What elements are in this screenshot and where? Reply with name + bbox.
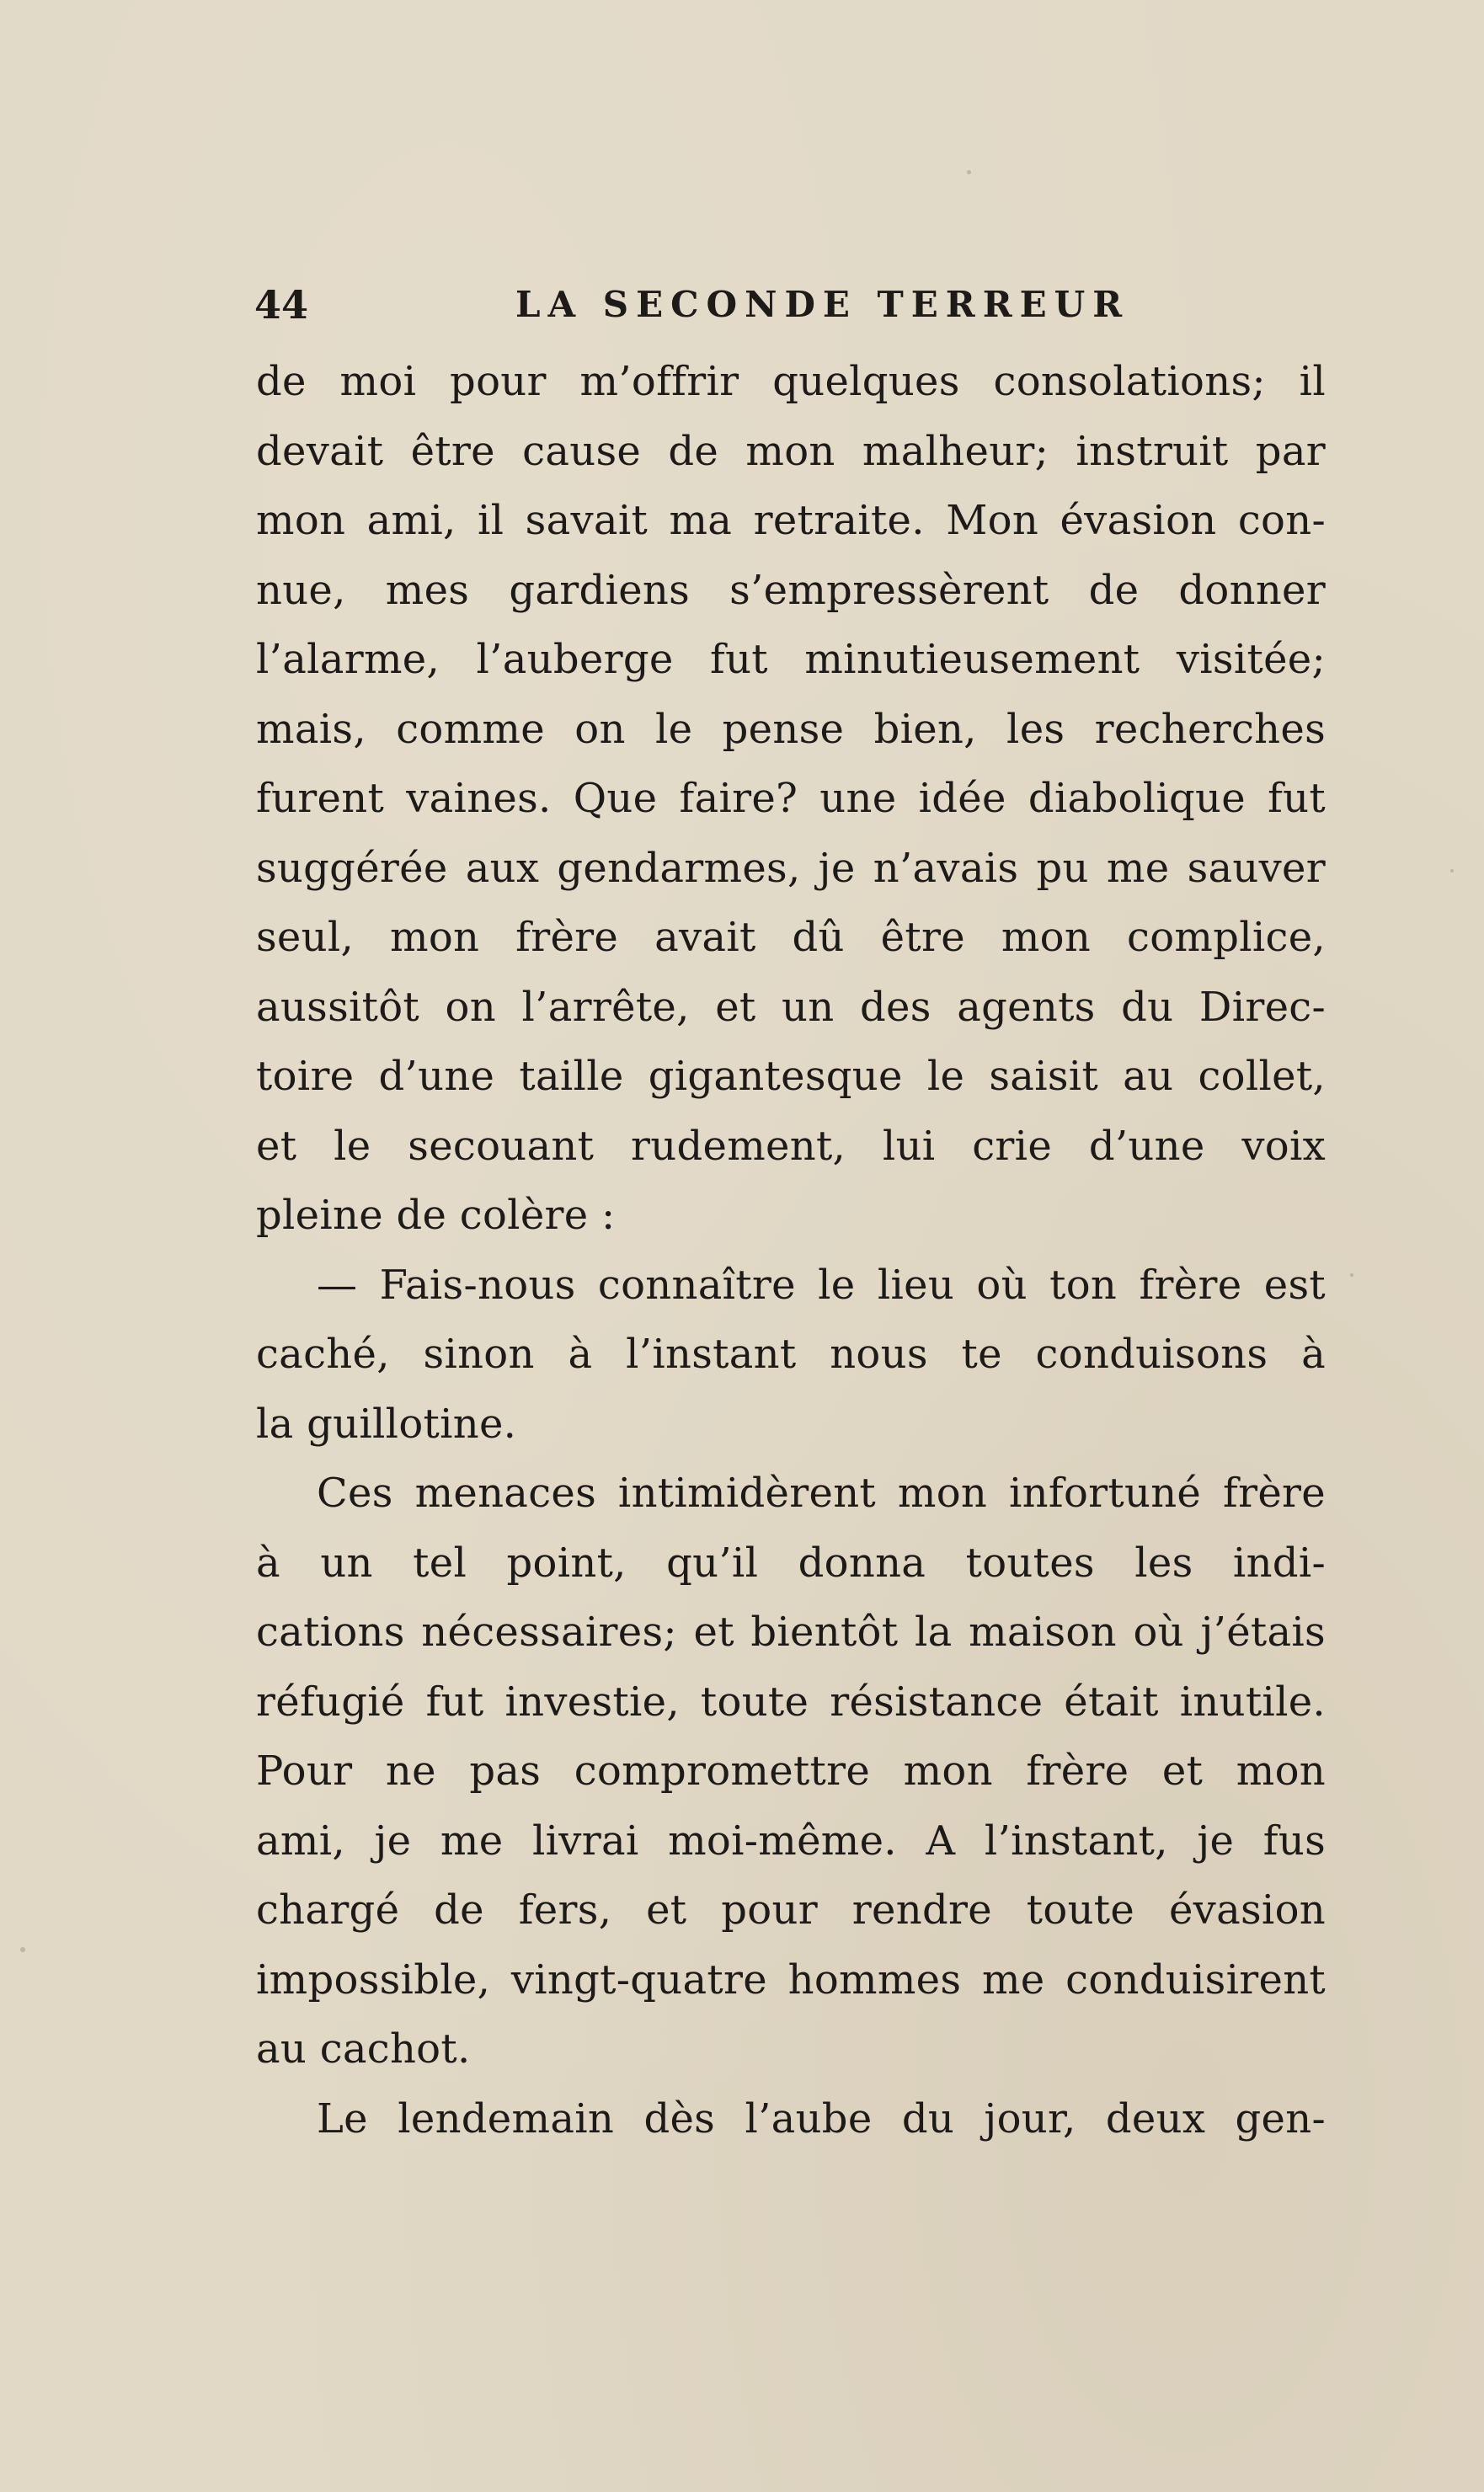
paper-speck [1350, 1273, 1353, 1277]
text-line: de moi pour m’offrir quelques consolations; il [256, 358, 1326, 405]
text-line: seul, mon frère avait dû être mon complice, [256, 914, 1326, 961]
text-line: Le lendemain dès l’aube du jour, deux gen- [317, 2094, 1326, 2142]
page-header [254, 271, 1341, 339]
text-line: cations nécessaires; et bientôt la maison où j’étais [256, 1609, 1326, 1656]
text-line: Ces menaces intimidèrent mon infortuné frère [317, 1470, 1326, 1517]
text-line: chargé de fers, et pour rendre toute évasion [256, 1886, 1326, 1934]
text-line: suggérée aux gendarmes, je n’avais pu me sauver [256, 844, 1326, 892]
text-line: ami, je me livrai moi-même. A l’instant, je fus [256, 1817, 1326, 1865]
text-line: pleine de colère : [256, 1192, 616, 1239]
text-line: et le secouant rudement, lui crie d’une voix [256, 1122, 1326, 1170]
text-line: à un tel point, qu’il donna toutes les indi- [256, 1539, 1326, 1587]
text-line: — Fais-nous connaître le lieu où ton frère est [317, 1261, 1326, 1309]
body-text [256, 347, 1326, 2153]
paper-speck [967, 170, 971, 174]
text-line: mon ami, il savait ma retraite. Mon évasion con- [256, 497, 1326, 544]
text-line: impossible, vingt-quatre hommes me conduisirent [256, 1956, 1326, 2004]
paper-speck [1450, 869, 1454, 872]
text-line: la guillotine. [256, 1400, 517, 1448]
text-line: aussitôt on l’arrête, et un des agents du Direc- [256, 983, 1326, 1031]
text-line: furent vaines. Que faire? une idée diabolique fut [256, 775, 1326, 822]
text-line: devait être cause de mon malheur; instruit par [256, 427, 1326, 475]
page-number: 44 [254, 282, 309, 328]
text-line: toire d’une taille gigantesque le saisit au collet, [256, 1053, 1326, 1100]
text-line: au cachot. [256, 2025, 471, 2073]
text-line: réfugié fut investie, toute résistance était inutile. [256, 1678, 1326, 1726]
text-line: l’alarme, l’auberge fut minutieusement visitée; [256, 636, 1326, 683]
text-line: mais, comme on le pense bien, les recherches [256, 705, 1326, 753]
running-title: LA SECONDE TERREUR [515, 284, 1130, 325]
text-line: nue, mes gardiens s’empressèrent de donner [256, 566, 1326, 614]
text-line: Pour ne pas compromettre mon frère et mon [256, 1748, 1326, 1795]
text-line: caché, sinon à l’instant nous te conduisons à [256, 1331, 1326, 1378]
paper-speck [20, 1947, 25, 1952]
